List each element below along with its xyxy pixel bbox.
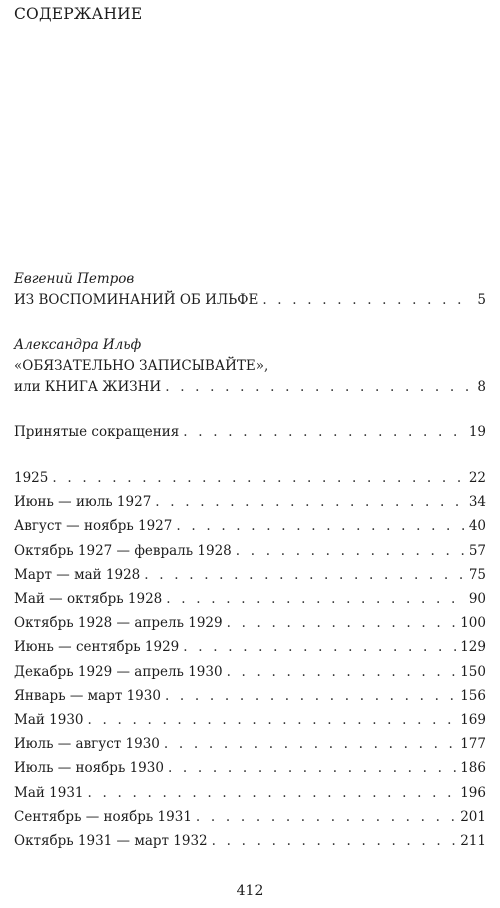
- toc-entry-abbreviations[interactable]: [14, 424, 486, 444]
- toc-entry-title: 1925: [14, 470, 49, 486]
- toc-entry[interactable]: [14, 688, 486, 708]
- toc-entry[interactable]: [14, 543, 486, 563]
- dot-leader: [165, 688, 456, 704]
- dot-leader: [212, 833, 457, 849]
- author-ilf: Александра Ильф: [14, 337, 142, 353]
- toc-entry-title: Декабрь 1929 — апрель 1930: [14, 663, 223, 680]
- toc-entry-title: Сентябрь — ноябрь 1931: [14, 808, 192, 825]
- toc-entry-title: Июль — август 1930: [14, 736, 160, 753]
- toc-entry-page: 5: [477, 292, 486, 308]
- dot-leader: [168, 760, 456, 776]
- toc-entry-title: Май 1931: [14, 784, 84, 801]
- toc-entry[interactable]: [14, 736, 486, 756]
- toc-entry-page: 211: [460, 833, 486, 849]
- toc-entry-page: 19: [468, 424, 486, 440]
- toc-entry[interactable]: [14, 494, 486, 514]
- toc-entry[interactable]: [14, 470, 486, 490]
- toc-entry-title: Январь — март 1930: [14, 687, 161, 704]
- toc-entry-kniga-zhizni[interactable]: [14, 379, 486, 399]
- toc-entry-title: или КНИГА ЖИЗНИ: [14, 379, 162, 395]
- toc-entry-title: Июнь — сентябрь 1929: [14, 639, 180, 656]
- dot-leader: [88, 712, 457, 728]
- toc-entry-title: Июль — ноябрь 1930: [14, 760, 164, 777]
- toc-entry-page: 90: [468, 591, 486, 607]
- toc-entry[interactable]: [14, 615, 486, 635]
- toc-entry-title-line1: «ОБЯЗАТЕЛЬНО ЗАПИСЫВАЙТЕ»,: [14, 358, 269, 374]
- author-petrov: Евгений Петров: [14, 271, 135, 287]
- toc-entry[interactable]: [14, 591, 486, 611]
- toc-entry[interactable]: [14, 664, 486, 684]
- dot-leader: [227, 664, 457, 680]
- toc-entry-title: Июнь — июль 1927: [14, 494, 152, 511]
- toc-entry-title: Принятые сокращения: [14, 424, 180, 440]
- toc-entry[interactable]: [14, 639, 486, 659]
- toc-entry-page: 40: [468, 518, 486, 535]
- toc-entry-title: Октябрь 1928 — апрель 1929: [14, 615, 223, 632]
- dot-leader: [183, 424, 465, 440]
- toc-entry-page: 201: [460, 808, 486, 825]
- toc-entry[interactable]: [14, 760, 486, 780]
- dot-leader: [176, 518, 464, 534]
- toc-entry-title: Август — ноябрь 1927: [14, 518, 173, 535]
- toc-entry[interactable]: [14, 712, 486, 732]
- toc-entry-title: Март — май 1928: [14, 566, 141, 583]
- dot-leader: [165, 379, 473, 395]
- dot-leader: [227, 615, 457, 631]
- toc-entry-title: Октябрь 1931 — март 1932: [14, 833, 208, 849]
- toc-entry-page: 22: [468, 470, 486, 486]
- toc-entry-page: 150: [460, 663, 486, 680]
- dot-leader: [144, 567, 465, 583]
- toc-entry-page: 34: [468, 494, 486, 511]
- toc-entry-page: 129: [460, 639, 486, 656]
- dot-leader: [196, 809, 456, 825]
- dot-leader: [164, 736, 456, 752]
- toc-entry[interactable]: [14, 785, 486, 805]
- toc-entry[interactable]: [14, 518, 486, 538]
- toc-entry-page: 196: [460, 784, 486, 801]
- toc-entry-page: 186: [460, 760, 486, 777]
- toc-entry-page: 169: [460, 712, 486, 728]
- page-number: 412: [236, 883, 264, 899]
- toc-entry[interactable]: [14, 833, 486, 853]
- dot-leader: [183, 639, 456, 655]
- toc-entry-title: Май — октябрь 1928: [14, 591, 163, 607]
- dot-leader: [262, 292, 473, 308]
- toc-entry-title: Октябрь 1927 — февраль 1928: [14, 542, 232, 559]
- toc-entry[interactable]: [14, 809, 486, 829]
- dot-leader: [166, 591, 465, 607]
- toc-entry-title: Май 1930: [14, 712, 84, 728]
- toc-entry-page: 75: [468, 566, 486, 583]
- dot-leader: [52, 470, 464, 486]
- toc-entry-page: 177: [460, 736, 486, 753]
- toc-entry-page: 156: [460, 687, 486, 704]
- toc-entry-vospominaniya[interactable]: [14, 292, 486, 312]
- toc-entry-page: 57: [468, 542, 486, 559]
- toc-entry-title: ИЗ ВОСПОМИНАНИЙ ОБ ИЛЬФЕ: [14, 292, 259, 308]
- dot-leader: [88, 785, 457, 801]
- toc-entry[interactable]: [14, 567, 486, 587]
- dot-leader: [155, 494, 465, 510]
- toc-entry-page: 8: [477, 379, 486, 395]
- dot-leader: [236, 543, 465, 559]
- page-title: СОДЕРЖАНИЕ: [14, 5, 143, 23]
- toc-entry-page: 100: [460, 615, 486, 632]
